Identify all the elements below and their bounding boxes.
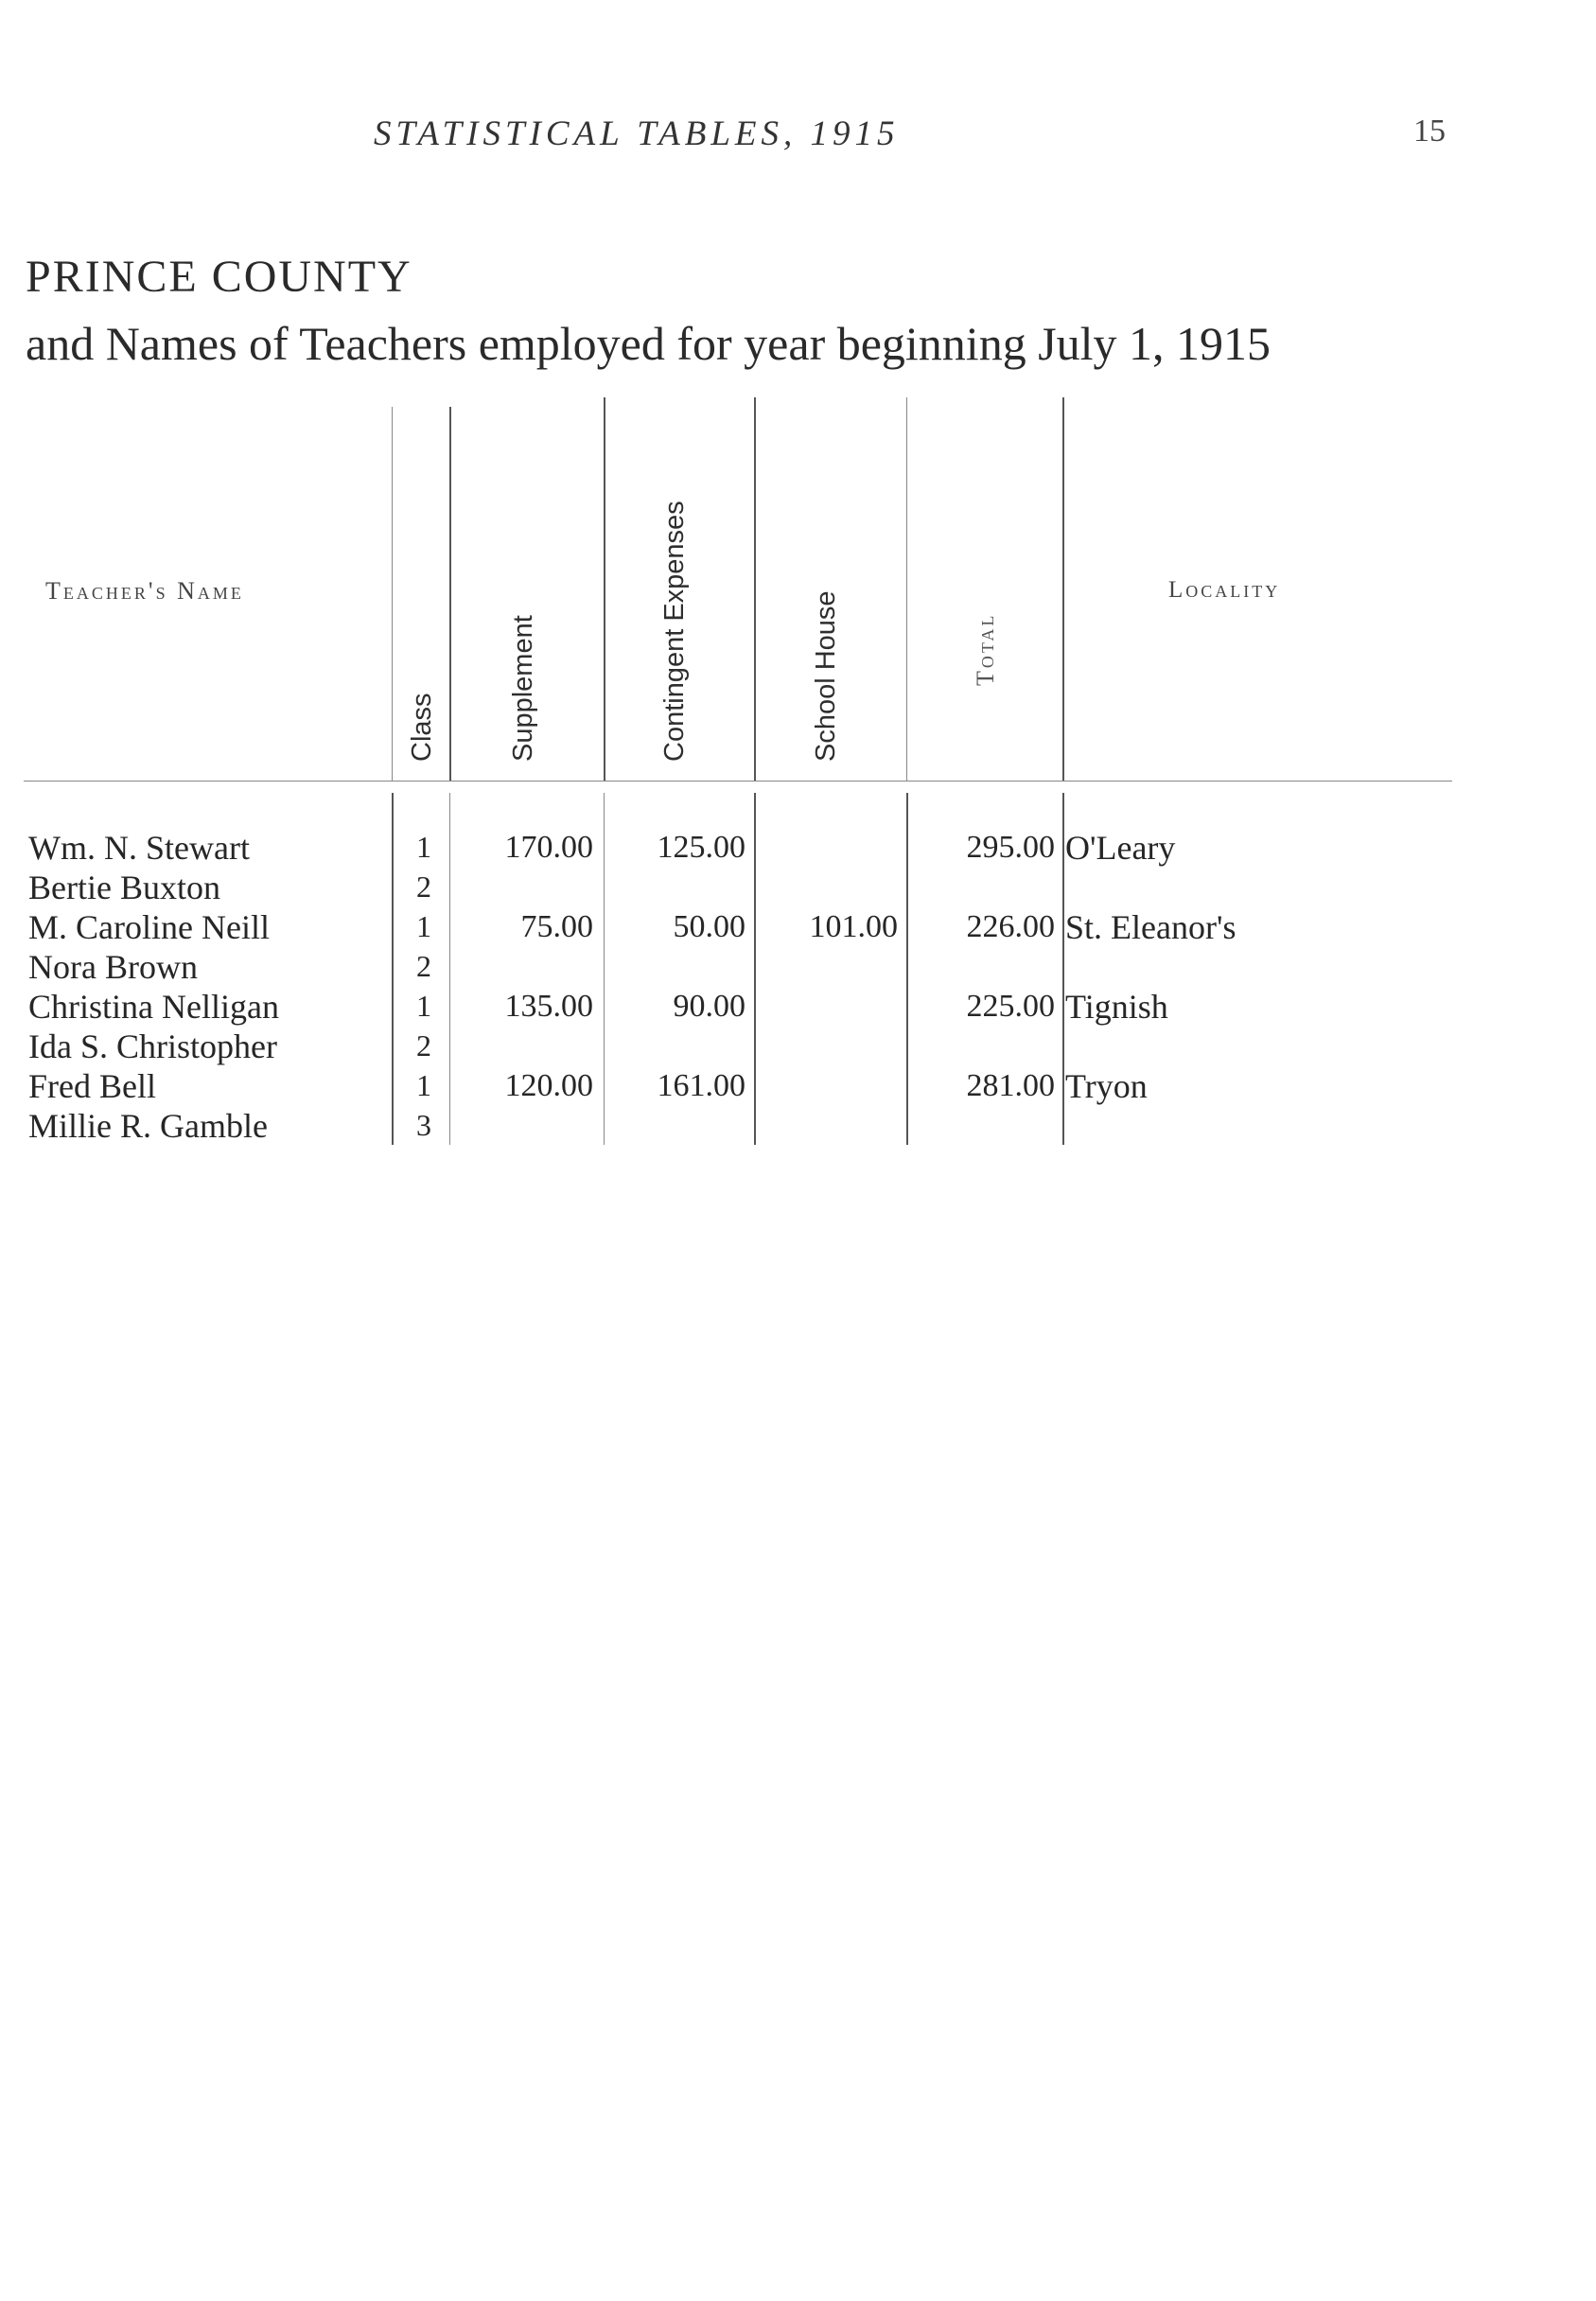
class-value: 2 [416, 869, 431, 904]
supplement-value: 170.00 [504, 830, 593, 865]
locality-value: Tryon [1065, 1067, 1148, 1105]
total-value: 281.00 [966, 1068, 1055, 1103]
header-contingent-expenses: Contingent Expenses [659, 501, 690, 762]
class-value: 1 [416, 909, 431, 943]
total-value: 226.00 [966, 909, 1055, 944]
class-value: 2 [416, 949, 431, 983]
locality-value: St. Eleanor's [1065, 908, 1236, 946]
page-number: 15 [1413, 114, 1446, 149]
header-total: Total [972, 612, 999, 686]
teacher-name: Nora Brown [28, 948, 198, 986]
teacher-name: Millie R. Gamble [28, 1107, 268, 1145]
running-head: STATISTICAL TABLES, 1915 [374, 114, 900, 153]
teacher-name: Bertie Buxton [28, 869, 220, 906]
contingent-value: 125.00 [657, 830, 745, 865]
class-value: 2 [416, 1028, 431, 1063]
table-subtitle: and Names of Teachers employed for year beginning July 1, 1915 [26, 317, 1272, 370]
class-value: 1 [416, 830, 431, 864]
teacher-name: Wm. N. Stewart [28, 829, 250, 867]
locality-value: Tignish [1065, 988, 1168, 1026]
supplement-value: 120.00 [504, 1068, 593, 1103]
teacher-name: Ida S. Christopher [28, 1028, 277, 1065]
header-supplement: Supplement [508, 615, 538, 762]
locality-value: O'Leary [1065, 829, 1176, 867]
class-value: 1 [416, 989, 431, 1023]
teacher-name: Christina Nelligan [28, 988, 279, 1026]
school-house-value: 101.00 [809, 909, 898, 944]
total-value: 225.00 [966, 989, 1055, 1024]
total-value: 295.00 [966, 830, 1055, 865]
contingent-value: 90.00 [673, 989, 745, 1024]
supplement-value: 135.00 [504, 989, 593, 1024]
supplement-value: 75.00 [520, 909, 593, 944]
header-school-house: School House [811, 590, 841, 762]
header-class: Class [407, 693, 437, 762]
class-value: 1 [416, 1068, 431, 1102]
teacher-name: Fred Bell [28, 1067, 156, 1105]
class-value: 3 [416, 1108, 431, 1142]
county-title: PRINCE COUNTY [26, 252, 412, 302]
header-teacher-name: Teacher's Name [45, 577, 244, 605]
teacher-name: M. Caroline Neill [28, 908, 270, 946]
contingent-value: 161.00 [657, 1068, 745, 1103]
contingent-value: 50.00 [673, 909, 745, 944]
header-locality: Locality [1168, 577, 1281, 603]
